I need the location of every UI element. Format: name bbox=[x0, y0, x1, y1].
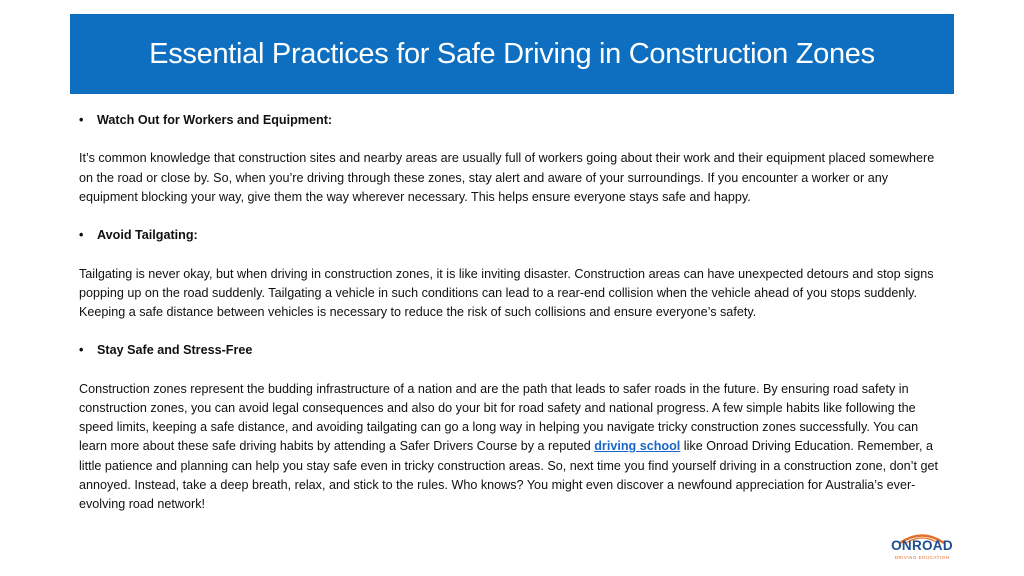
logo-tagline: DRIVING EDUCATION bbox=[894, 555, 950, 560]
onroad-logo bbox=[884, 530, 960, 566]
logo-wordmark: ONROAD bbox=[891, 538, 953, 553]
title-bar bbox=[70, 14, 954, 94]
bullet-icon: • bbox=[79, 228, 84, 243]
section-heading-label: Stay Safe and Stress-Free bbox=[97, 343, 253, 358]
section-body-workers: It’s common knowledge that construction sites and nearby areas are usually full of workers going about their work and their equipment placed somewhere on the road or close by. So, when you’re driving through these zones, stay alert and aware of your surroundings. If you encounter a worker or any equipment blocking your way, give them the way wherever necessary. This helps ensure everyone stays safe and happy. bbox=[79, 151, 935, 204]
section-heading-workers bbox=[79, 111, 949, 130]
section-heading-label: Avoid Tailgating: bbox=[97, 228, 198, 243]
body-text-before-link: Construction zones represent the budding infrastructure of a nation and are the path that leads to safer roads in the future. By ensuring road safety in construction zones, you can avoid legal consequences and also do your bit for road safety and national progress. A few simple habits like following the speed limits, keeping a safe distance, and avoiding tailgating can go a long way in helping you navigate tricky construction zones successfully. You can learn more about these safe driving habits by attending a Safer Drivers Course by a reputed bbox=[79, 381, 919, 454]
section-heading-tailgating bbox=[79, 226, 949, 245]
section-heading-label: Watch Out for Workers and Equipment: bbox=[97, 113, 333, 127]
slide-content bbox=[79, 111, 949, 514]
section-body-stress-free bbox=[79, 380, 949, 514]
bullet-icon: • bbox=[79, 343, 84, 358]
driving-school-link[interactable]: driving school bbox=[594, 439, 681, 454]
body-text-after-link: like Onroad Driving Education. Remember, a little patience and planning can help you stay safe even in tricky construction areas. So, next time you find yourself driving in a construction zone, don’t get annoyed. Instead, take a deep breath, relax, and stick to the rules. Who knows? You might even discover a newfound appreciation for Australia’s ever-evolving road network! bbox=[79, 439, 938, 511]
bullet-icon: • bbox=[79, 113, 84, 127]
slide-title: Essential Practices for Safe Driving in Construction Zones bbox=[149, 37, 875, 70]
section-body-tailgating: Tailgating is never okay, but when driving in construction zones, it is like inviting disaster. Construction areas can have unexpected detours and stop signs popping up on the road suddenly. Tailgating a vehicle in such conditions can lead to a rear-end collision when the vehicle ahead of you stops suddenly. Keeping a safe distance between vehicles is necessary to reduce the risk of such collisions and ensure everyone’s safety. bbox=[79, 266, 934, 319]
section-heading-stress-free bbox=[79, 341, 949, 360]
